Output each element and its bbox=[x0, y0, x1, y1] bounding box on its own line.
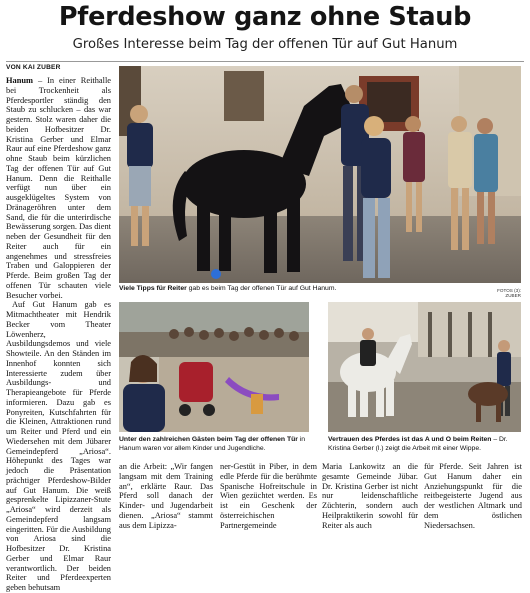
riding-photo-caption-lead: Vertrauen des Pferdes ist das A und O beim Reiten bbox=[328, 436, 492, 443]
main-photo-caption bbox=[119, 285, 479, 294]
byline: VON KAI ZUBER bbox=[6, 64, 61, 71]
bottom-column-3: Maria Lankowitz an die gesamte Gemeinde Jübar. Dr. Kristina Gerber ist nicht nur leidenschaftliche Züchterin, sondern auch Heilpraktikerin sowohl für Reiter als auch bbox=[322, 462, 418, 530]
bottom-column-4: für Pferde. Seit Jahren ist Gut Hanum daher ein Anziehungspunkt für die reitbegeisterte Jugend aus der westlichen Altmark und dem östlichen Niedersachsen. bbox=[424, 462, 522, 530]
article-paragraph-2: Auf Gut Hanum gab es Mitmachtheater mit Hendrik Becker vom Theater Löwenherz, Ausbildungsdemos und viele Showteile. An den Ständen im Innenhof konnten sich Interessierte zudem über Ausbildungs- und Therapieangebote für Pferde informieren. Dazu gab es Ponyreiten, Kutschfahrten für die Kleinen, Attraktionen rund um Reiter und Pferd und ein Wiedersehen mit dem Jübarer Gemeindepferd „Ariosa“. Höhepunkt des Tages war jedoch die Präsentation prächtiger Pferdeshow-Bilder auf Gut Hanum. Die weiß gesprenkelte Lipizzaner-Stute „Ariosa“ wird derzeit als Gemeindepferd langsam eingeritten. Für die Ausbildung von Ariosa sind die Hofbesitzer Dr. Kristina Gerber und Elmar Raur verantwortlich. Der beiden Reiter und Pferdeexperten geben behutsam bbox=[6, 300, 111, 592]
left-article-column bbox=[6, 76, 111, 592]
subheadline: Großes Interesse beim Tag der offenen Tür auf Gut Hanum bbox=[72, 37, 458, 52]
audience-photo bbox=[119, 302, 309, 432]
audience-photo-caption-lead: Unter den zahlreichen Gästen beim Tag der offenen Tür bbox=[119, 436, 298, 443]
riding-photo-illustration bbox=[328, 302, 521, 432]
photo-credit: FOTOS (3): ZUBER bbox=[497, 288, 521, 298]
riding-photo-caption bbox=[328, 436, 522, 453]
bottom-column-1: an die Arbeit: „Wir fangen langsam mit dem Training an“, erklärte Raur. Das Pferd soll danach der Kinder- und Jugendarbeit dienen. „Ariosa“ stammt aus dem Lipizza- bbox=[119, 462, 213, 530]
audience-photo-illustration bbox=[119, 302, 309, 432]
main-photo-caption-lead: Viele Tipps für Reiter bbox=[119, 285, 187, 292]
main-photo bbox=[119, 66, 521, 283]
audience-photo-caption-text: in Hanum waren vor allem Kinder und Jugendliche. bbox=[119, 436, 306, 452]
dateline: Hanum bbox=[6, 76, 33, 85]
headline: Pferdeshow ganz ohne Staub bbox=[58, 2, 472, 32]
riding-photo bbox=[328, 302, 521, 432]
article-paragraph-1: – In einer Reithalle bei Trockenheit als Pferdesportler ständig den Staub zu schlucken – das war gestern. Stolz waren daher die beiden Hofbesitzer Dr. Kristina Gerber und Elmar Raur auf eine Pferdeshow ganz ohne Staub beim kürzlichen Tag der offenen Tür auf Gut Hanum. Denn die Reithalle verfügt nun über ein ausgeklügeltes System von Dränageröhren unter dem Sand, die für die unterirdische Bewässerung sorgen. Das dient neben der Gesundheit für den Reiter auch für ein angenehmes und stressfreies Traben und Galoppieren der Pferde. Beim großen Tag der offenen Tür schauten viele Besucher vorbei. bbox=[6, 76, 111, 300]
main-photo-caption-text: gab es beim Tag der offenen Tür auf Gut Hanum. bbox=[186, 285, 337, 292]
audience-photo-caption bbox=[119, 436, 311, 453]
bottom-column-2: ner-Gestüt in Piber, in dem edle Pferde für die berühmte Spanische Hofreitschule in Wien gezüchtet werden. Es ist ein Geschenk der österreichischen Partnergemeinde bbox=[220, 462, 317, 530]
riding-photo-caption-text: – Dr. Kristina Gerber (l.) zeigt die Arbeit mit einer Wippe. bbox=[328, 436, 508, 452]
main-photo-illustration bbox=[119, 66, 521, 283]
headline-divider bbox=[6, 61, 524, 62]
